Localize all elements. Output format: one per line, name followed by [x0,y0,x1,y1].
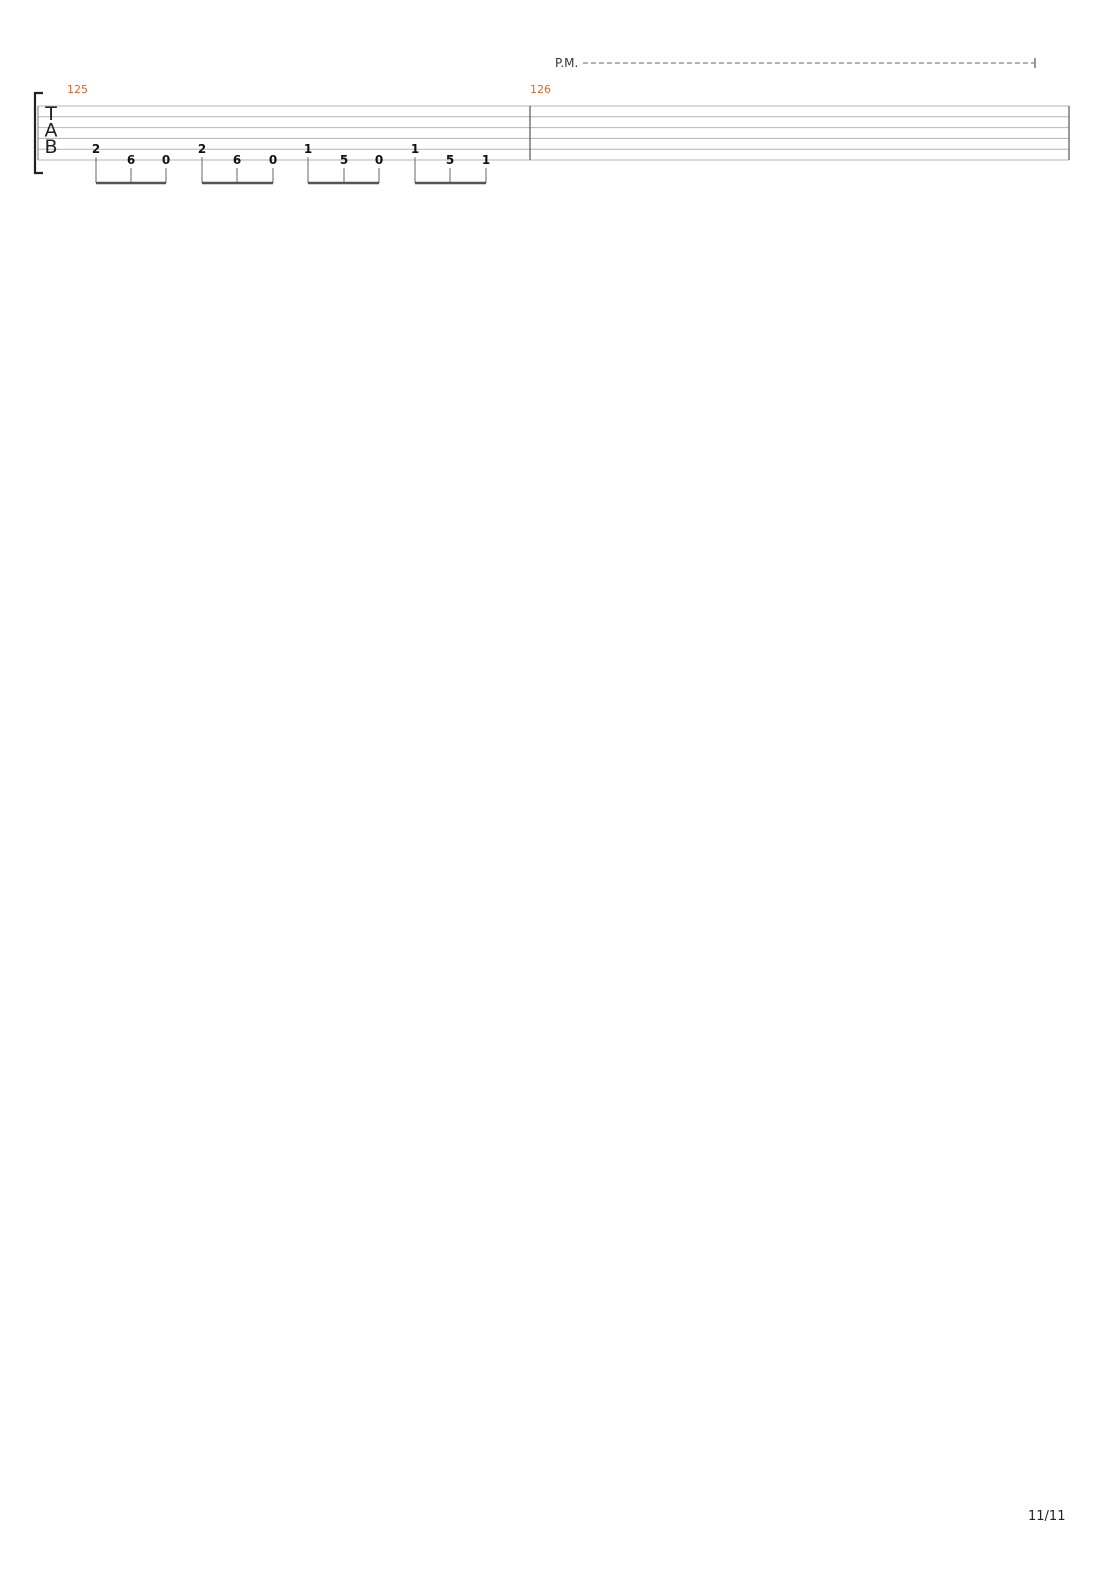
system-bracket [35,93,43,173]
palm-mute-label: P.M. [555,56,579,70]
fret-number: 2 [197,142,207,157]
measure-number: 126 [530,83,551,96]
fret-number: 2 [91,142,101,157]
tab-clef-letter: A [44,119,58,142]
fret-number: 6 [232,153,242,167]
fret-number: 6 [126,153,136,167]
fret-number: 0 [374,153,384,167]
fret-number: 5 [339,153,349,167]
fret-number: 0 [161,153,171,167]
fret-number: 1 [481,153,491,167]
measure-number: 125 [67,83,88,96]
page-number: 11/11 [1028,1509,1066,1524]
fret-number: 5 [445,153,455,167]
fret-number: 0 [268,153,278,167]
fret-number: 1 [303,142,313,157]
tab-clef-letter: B [44,136,58,158]
tab-clef-letter: T [45,103,57,125]
fret-number: 1 [410,142,420,157]
